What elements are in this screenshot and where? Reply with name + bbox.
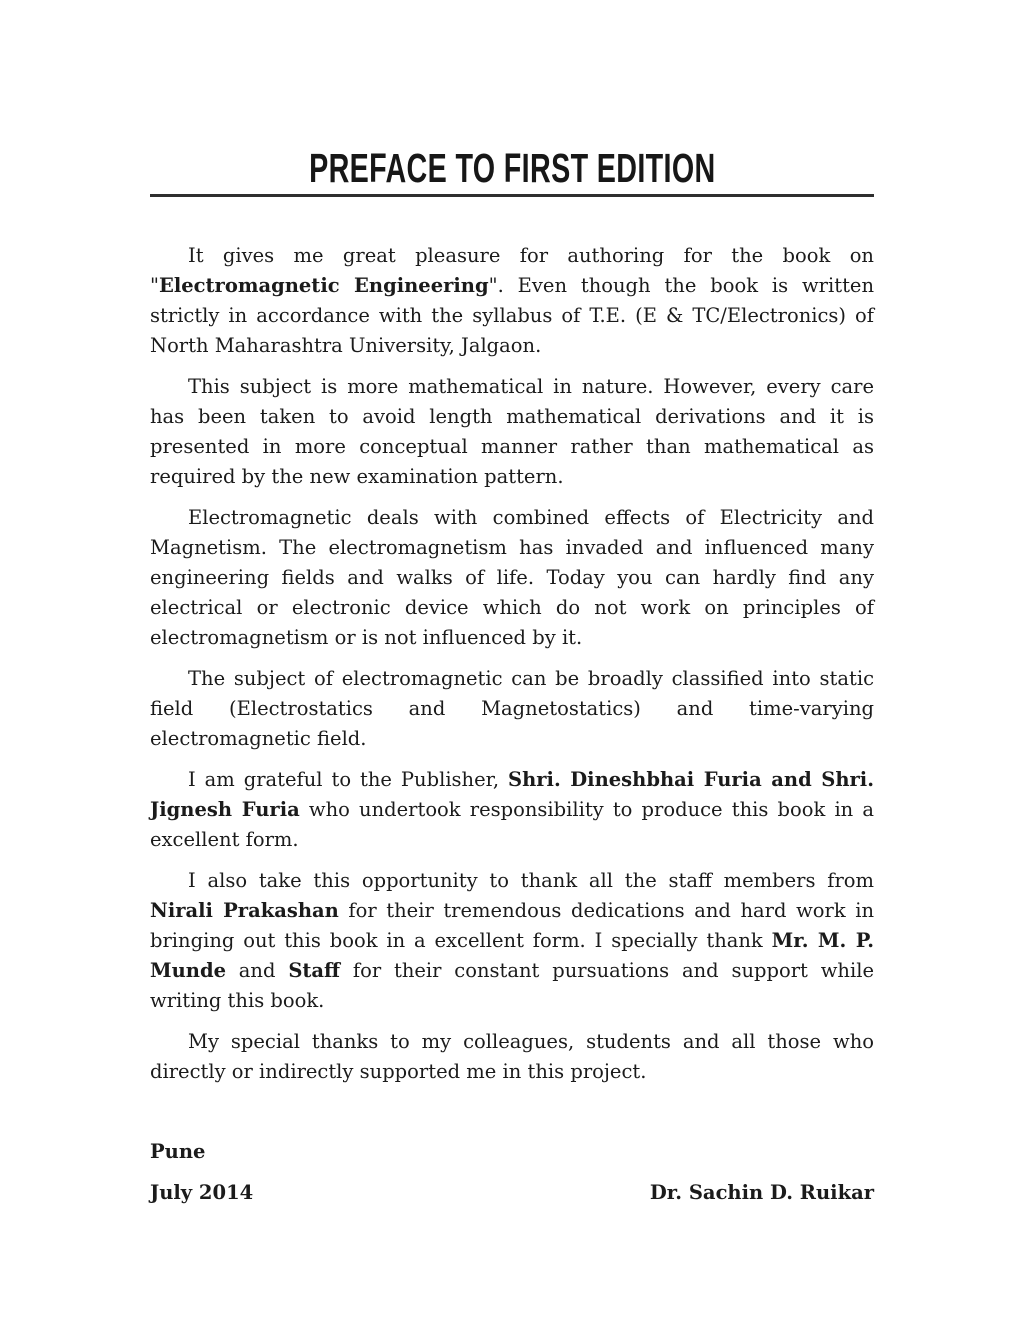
- signature-place: Pune: [150, 1140, 206, 1163]
- text-segment: I am grateful to the Publisher,: [188, 768, 508, 791]
- page-content: [150, 146, 874, 1208]
- text-segment: This subject is more mathematical in nature. However, every care has been taken to avoid length mathematical derivations and it is presented in more conceptual manner rather than mathematical as required by the new examination pattern.: [150, 375, 874, 488]
- signature-date: July 2014: [150, 1181, 254, 1204]
- preface-body: [150, 241, 874, 1087]
- text-segment: ". Even though the book is written strictly in accordance with the syllabus of T.E. (E & TC/Electronics) of North Maharashtra University, Jalgaon.: [150, 274, 874, 357]
- paragraph: [150, 664, 874, 754]
- text-segment: Electromagnetic deals with combined effects of Electricity and Magnetism. The electromagnetism has invaded and influenced many engineering fields and walks of life. Today you can hardly find any electrical or electronic device which do not work on principles of electromagnetism or is not influenced by it.: [150, 506, 874, 649]
- text-segment: I also take this opportunity to thank all the staff members from: [188, 869, 874, 892]
- paragraph: [150, 765, 874, 855]
- text-segment: It gives me great pleasure for authoring for the book on ": [150, 244, 874, 297]
- bold-text-segment: Electromagnetic Engineering: [158, 274, 489, 297]
- text-segment: and: [225, 959, 289, 982]
- title-block: [150, 146, 874, 194]
- bold-text-segment: Mr. M. P. Munde: [150, 929, 874, 982]
- paragraph: [150, 503, 874, 653]
- paragraph: [150, 1027, 874, 1087]
- paragraph: [150, 372, 874, 492]
- text-segment: who undertook responsibility to produce this book in a excellent form.: [150, 798, 875, 851]
- bold-text-segment: Shri. Dineshbhai Furia and Shri. Jignesh Furia: [150, 768, 874, 821]
- signature-author: Dr. Sachin D. Ruikar: [649, 1181, 874, 1204]
- paragraph: [150, 241, 874, 361]
- text-segment: for their tremendous dedications and hard work in bringing out this book in a excellent form. I specially thank: [150, 899, 875, 952]
- text-segment: My special thanks to my colleagues, students and all those who directly or indirectly supported me in this project.: [150, 1030, 874, 1083]
- page-title: PREFACE TO FIRST EDITION: [308, 145, 716, 191]
- text-segment: The subject of electromagnetic can be broadly classified into static field (Electrostatics and Magnetostatics) and time-varying electromagnetic field.: [150, 667, 874, 750]
- bold-text-segment: Nirali Prakashan: [150, 899, 339, 922]
- signature-row: [150, 1178, 874, 1208]
- text-segment: for their constant pursuations and support while writing this book.: [150, 959, 874, 1012]
- title-underline: [150, 194, 874, 197]
- paragraph: [150, 866, 874, 1016]
- signature-block: [150, 1137, 874, 1208]
- bold-text-segment: Staff: [288, 959, 341, 982]
